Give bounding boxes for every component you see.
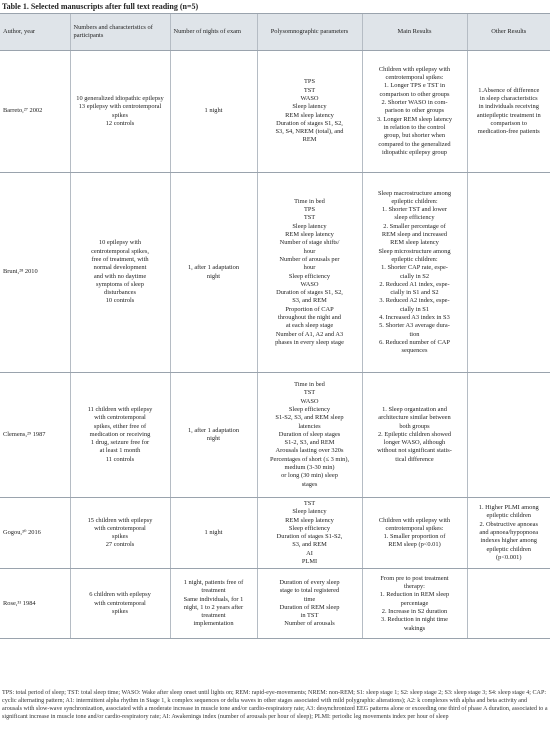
cell-line: Time in bed (294, 197, 325, 205)
participants-cell (70, 51, 170, 173)
cell-line: architecture similar between (378, 414, 451, 422)
cell-line: tion (409, 330, 420, 338)
cell-line: 3. Reduced A2 index, espe- (379, 297, 450, 305)
cell-line: From pre to post treatment (380, 574, 449, 582)
cell-line: spikes (112, 608, 128, 616)
cell-line: in sleep characteristics (479, 94, 538, 102)
cell-line: Arousals lasting over 320s (275, 447, 344, 455)
cell-line: at least 1 month (99, 447, 141, 455)
cell-line: REM (302, 136, 317, 144)
cell-line: with centrotemporal (94, 599, 146, 607)
cell-line: stage to total registered (279, 587, 340, 595)
parameters-cell (257, 373, 362, 498)
cell-line: S3, and REM (292, 297, 327, 305)
nights-cell (170, 569, 257, 639)
cell-line: without not significant statis- (377, 447, 452, 455)
cell-line: sleep efficiency (394, 214, 435, 222)
cell-line: Sleep latency (292, 222, 327, 230)
cell-line: 2. Shorter WASO in com- (381, 99, 448, 107)
cell-line: 1 night, patients free of (183, 578, 244, 586)
table-footnote: TPS: total period of sleep; TST: total sleep time; WASO: Wake after sleep onset until lights on; REM: rapid-eye-movements; NREM: non-REM; S1: sleep stage 1; S2: sleep stage 2; S3: sleep stage 3; S4: sleep stage 4; CAP: cyclic alternating pattern; A1: intermittent alpha rhythm in Stage 1, k complex sequences or delta waves in other stages associated with mild polygraphic alterations); A2: k complexes with alpha and beta activity and arousals with slow-wave synchronization, associated with a moderate increase in muscle tone and/or cardio-respiratory rate; A3: desynchronized EEG patterns alone or exceeding one third of phase A duration, associated to a significant increase in muscle tone and/or cardio-respiratory rate; AI: Awakenings index (number of arousals per hour of sleep); PLMI: periodic leg movements index per hour of sleep (2, 690, 548, 720)
cell-line: percentage (400, 599, 429, 607)
cell-line: Duration of REM sleep (279, 603, 340, 611)
cell-line: disturbances (104, 289, 136, 297)
other-results-cell (467, 569, 550, 639)
other-results-cell (467, 373, 550, 498)
cell-line: spikes, either free of (93, 422, 147, 430)
table-header-row (0, 14, 550, 51)
other-results-cell (467, 51, 550, 173)
main-results-cell (362, 373, 467, 498)
cell-line: epileptic children: (391, 197, 438, 205)
cell-line: Sleep efficiency (288, 405, 331, 413)
participants-cell (70, 569, 170, 639)
cell-line: throughout the night and (277, 313, 341, 321)
cell-line: implementation (193, 620, 234, 628)
manuscripts-table (0, 13, 550, 639)
cell-line: 1. Reduction in REM sleep (379, 591, 450, 599)
cell-line: phases in every sleep stage (275, 338, 344, 346)
cell-line: treatment (201, 587, 226, 595)
cell-line: Duration of every sleep (279, 578, 340, 586)
cell-line: 2. Smaller percentage of (383, 222, 446, 230)
cell-line: Number of A1, A2 and A3 (275, 330, 344, 338)
cell-line: symptoms of sleep (96, 280, 144, 288)
cell-line: Duration of stages S1-S2, (276, 533, 343, 541)
main-results-cell (362, 173, 467, 373)
cell-line: Sleep efficiency (288, 524, 331, 532)
other-results-cell (467, 173, 550, 373)
author-cell: Bruni,²⁸ 2010 (0, 173, 70, 373)
cell-line: medium (3-30 min) (284, 464, 335, 472)
cell-line: 1 drug, seizure free for (90, 439, 150, 447)
cell-line: 1. Shorter TST and lower (382, 206, 447, 214)
cell-line: Children with epilepsy with (378, 65, 451, 73)
cell-line: group, but shorter when (383, 132, 446, 140)
cell-line: with centrotemporal (94, 414, 146, 422)
cell-line: REM sleep (p<0.01) (388, 541, 441, 549)
cell-line: sequences (401, 347, 428, 355)
author-cell: Clemens,²⁹ 1987 (0, 373, 70, 498)
cell-line: 3. Longer REM sleep latency (376, 115, 453, 123)
cell-line: antiepileptic treatment in comparison to (476, 111, 541, 127)
cell-line: epileptic children: (391, 255, 438, 263)
cell-line: 1 night (204, 107, 223, 115)
cell-line: compared to the generalized (378, 140, 451, 148)
cell-line: Duration of stages S1, S2, (276, 119, 343, 127)
cell-line: 1, after 1 adaptation (187, 264, 240, 272)
cell-line: Sleep latency (292, 103, 327, 111)
cell-line: Duration of sleep stages (278, 430, 341, 438)
cell-line: 2. Obstructive apnoeas (479, 520, 538, 528)
main-results-cell (362, 51, 467, 173)
cell-line: comparison to other groups (379, 90, 450, 98)
cell-line: 1. Smaller proportion of (383, 533, 446, 541)
cell-line: treatment (201, 612, 226, 620)
cell-line: centrotemporal spikes, (91, 247, 149, 255)
cell-line: cially in S1 (399, 305, 430, 313)
cell-line: longer WASO, although (383, 439, 446, 447)
cell-line: AI (306, 549, 313, 557)
cell-line: WASO (300, 94, 319, 102)
cell-line: 6 children with epilepsy (89, 591, 151, 599)
cell-line: cially in S2 (399, 272, 430, 280)
cell-line: tical difference (395, 455, 434, 463)
cell-line: 6. Reduced number of CAP (379, 338, 450, 346)
cell-line: centrotemporal spikes: (385, 524, 444, 532)
cell-line: PLMI (301, 558, 318, 566)
cell-line: TPS (303, 78, 315, 86)
cell-line: cially in S1 and S2 (390, 289, 439, 297)
cell-line: 3. Reduction in night time (381, 616, 448, 624)
cell-line: WASO (300, 397, 319, 405)
cell-line: S3, and REM (292, 541, 327, 549)
cell-line: epileptic children (486, 512, 532, 520)
cell-line: S1-2, S3, and REM (284, 439, 335, 447)
parameters-cell (257, 498, 362, 569)
cell-line: Same individuals, for 1 (183, 595, 244, 603)
cell-line: night, 1 to 2 years after (183, 603, 244, 611)
table-row (0, 569, 550, 639)
header-participants: Numbers and characteristics of participants (70, 14, 170, 51)
cell-line: TPS (303, 206, 315, 214)
cell-line: Proportion of CAP (285, 305, 334, 313)
cell-line: normal development (93, 264, 147, 272)
cell-line: TST (303, 500, 316, 507)
table-caption: Table 1. Selected manuscripts after full text reading (n=5) (2, 2, 199, 11)
header-main-results: Main Results (362, 14, 467, 51)
cell-line: in individuals receiving (478, 103, 539, 111)
header-author: Author, year (0, 14, 70, 51)
header-nights: Number of nights of exam (170, 14, 257, 51)
cell-line: S1-S2, S3, and REM sleep (275, 414, 344, 422)
cell-line: and with no daytime (93, 272, 147, 280)
cell-line: TST (303, 389, 316, 397)
cell-line: centrotemporal spikes: (385, 74, 444, 82)
nights-cell (170, 498, 257, 569)
other-results-cell (467, 498, 550, 569)
main-results-cell (362, 498, 467, 569)
cell-line: WASO (300, 280, 319, 288)
participants-cell (70, 498, 170, 569)
cell-line: 2. Epileptic children showed (377, 430, 452, 438)
cell-line: or long (30 min) sleep (281, 472, 338, 480)
cell-line: 10 epilepsy with (98, 239, 142, 247)
cell-line: 1. Shorter CAP rate, espe- (381, 264, 448, 272)
cell-line: Children with epilepsy with (378, 516, 451, 524)
cell-line: stages (301, 480, 318, 488)
cell-line: 10 generalized idiopathic epilepsy (76, 94, 164, 102)
parameters-cell (257, 51, 362, 173)
cell-line: REM sleep latency (390, 239, 439, 247)
cell-line: time (303, 595, 316, 603)
cell-line: indexes higher among (480, 537, 537, 545)
cell-line: therapy: (404, 583, 425, 591)
cell-line: Number of stage shifts/ (279, 239, 340, 247)
cell-line: REM sleep latency (285, 231, 334, 239)
table-row (0, 498, 550, 569)
table-row (0, 51, 550, 173)
cell-line: (p<0.001) (496, 553, 522, 561)
cell-line: hour (303, 247, 316, 255)
cell-line: idiopathic epilepsy group (382, 148, 447, 156)
participants-cell (70, 173, 170, 373)
cell-line: S3, S4, NREM (total), and (275, 128, 344, 136)
cell-line: medication-free patients (477, 128, 540, 136)
cell-line: TST (303, 214, 316, 222)
cell-line: parison to other groups (384, 107, 445, 115)
cell-line: 1, after 1 adaptation (187, 426, 240, 434)
cell-line: 5. Shorter A3 average dura- (379, 322, 450, 330)
cell-line: free of treatment, with (91, 255, 149, 263)
cell-line: Duration of stages S1, S2, (276, 289, 343, 297)
cell-line: in relation to the control (383, 123, 446, 131)
cell-line: medication or receiving (89, 430, 151, 438)
cell-line: REM sleep and increased (381, 231, 448, 239)
cell-line: Number of arousals per (279, 255, 340, 263)
cell-line: 15 children with epilepsy (87, 516, 153, 524)
table-row (0, 373, 550, 498)
cell-line: 1. Higher PLMI among (478, 504, 539, 512)
cell-line: 12 controls (105, 119, 135, 127)
cell-line: Sleep efficiency (288, 272, 331, 280)
author-cell: Barreto,²⁷ 2002 (0, 51, 70, 173)
cell-line: REM sleep latency (285, 516, 334, 524)
cell-line: Sleep microstructure among (378, 247, 451, 255)
cell-line: wakings (403, 624, 426, 632)
cell-line: Number of arousals (284, 620, 335, 628)
author-cell: Gogou,³⁰ 2016 (0, 498, 70, 569)
cell-line: 10 controls (105, 297, 135, 305)
cell-line: both groups (399, 422, 430, 430)
cell-line: 2. Increase in S2 duration (381, 608, 448, 616)
header-other-results: Other Results (467, 14, 550, 51)
parameters-cell (257, 173, 362, 373)
cell-line: 13 epilepsy with centrotemporal spikes (78, 103, 162, 119)
cell-line: hour (303, 264, 316, 272)
nights-cell (170, 51, 257, 173)
nights-cell (170, 173, 257, 373)
parameters-cell (257, 569, 362, 639)
cell-line: 2. Reduced A1 index, espe- (379, 280, 450, 288)
author-cell: Rose,³¹ 1984 (0, 569, 70, 639)
cell-line: night (206, 435, 221, 442)
cell-line: Sleep macrostructure among (377, 189, 452, 197)
cell-line: REM sleep latency (285, 111, 334, 119)
cell-line: 1. Sleep organization and (382, 405, 447, 413)
nights-cell (170, 373, 257, 498)
cell-line: Time in bed (294, 381, 325, 389)
cell-line: 1.Absence of difference (478, 86, 540, 94)
cell-line: 11 controls (105, 455, 135, 463)
cell-line: Percentages of short (≤ 3 min), (269, 455, 350, 463)
cell-line: 27 controls (105, 541, 135, 549)
cell-line: 11 children with epilepsy (87, 405, 153, 413)
table-row (0, 173, 550, 373)
cell-line: with centrotemporal (94, 524, 146, 532)
header-parameters: Polysomnographic parameters (257, 14, 362, 51)
cell-line: epileptic children (486, 545, 532, 553)
cell-line: spikes (112, 533, 128, 541)
cell-line: 1 night (204, 529, 223, 537)
cell-line: night (206, 272, 221, 280)
cell-line: and apnoea/hypopnoea (479, 529, 539, 537)
cell-line: TST (303, 86, 316, 94)
cell-line: in TST (300, 612, 319, 620)
participants-cell (70, 373, 170, 498)
cell-line: at each sleep stage (285, 322, 334, 330)
main-results-cell (362, 569, 467, 639)
cell-line: Sleep latency (292, 508, 327, 516)
cell-line: latencies (298, 422, 321, 430)
cell-line: 1. Longer TPS e TST in (383, 82, 446, 90)
cell-line: 4. Increased A3 index in S3 (379, 313, 450, 321)
